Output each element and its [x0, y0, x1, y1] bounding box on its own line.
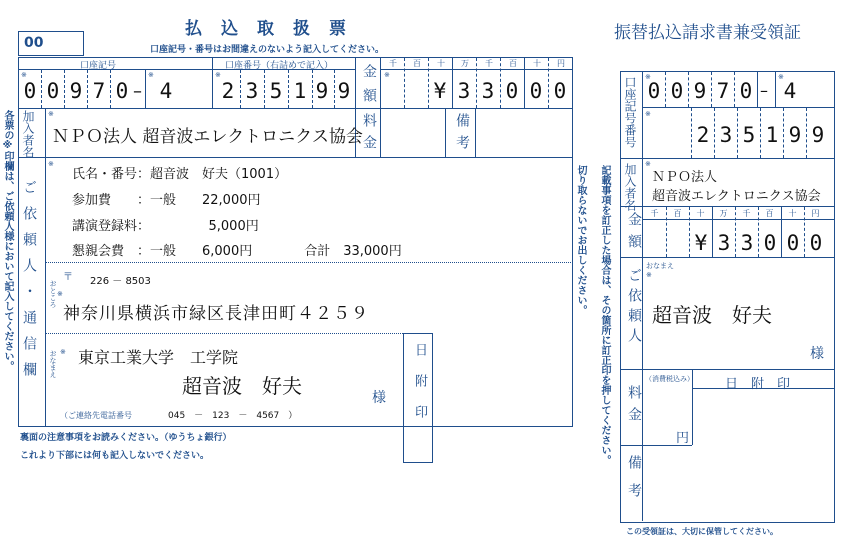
acct-sym-3: 7 [92, 79, 106, 103]
acct-num-5: 9 [337, 79, 351, 103]
rcpt-acct-sym-1: 0 [670, 79, 684, 103]
left-side-note: 各票の※印欄は、ご依頼人様において記入してください。 [2, 110, 13, 371]
amount-d4: 3 [481, 79, 495, 103]
receipt-account-label: 口座記号番号 [623, 76, 637, 148]
middle-note-correct: 記載事項を訂正した場合は、その箇所に訂正印を押してください。 [599, 165, 610, 465]
acct-num-3: 1 [293, 79, 307, 103]
address-label: おところ [49, 280, 57, 308]
phone-label: （ご連絡先電話番号 [60, 411, 132, 420]
form-title: 払 込 取 扱 票 [185, 19, 347, 39]
acct-num-4: 9 [315, 79, 329, 103]
acct-num-1: 3 [245, 79, 259, 103]
account-symbol-label: 口座記号 [80, 61, 117, 71]
rcpt-acct-sym-3: 7 [716, 79, 730, 103]
account-number-label: 口座番号（右詰めで記入） [225, 61, 334, 71]
rcpt-acct-num-0: 2 [696, 123, 710, 147]
remarks-label: 備考 [454, 113, 470, 157]
stamp-label: 日附印 [412, 343, 427, 436]
comm-line-4: 懇親会費 ：一般 6,000円 合計 33,000円 [72, 244, 402, 259]
receipt-subscriber-label: 加入者名 [623, 163, 637, 211]
subscriber-label: 加入者名 [21, 110, 35, 158]
rcpt-amount-d5: 0 [763, 231, 777, 255]
comm-line-3: 講演登録料： 5,000円 [72, 219, 259, 234]
rcpt-amount-d6: 0 [786, 231, 800, 255]
rcpt-amount-yen: ¥ [694, 231, 708, 255]
rcpt-acct-sym-0: 0 [647, 79, 661, 103]
rcpt-acct-num-2: 5 [742, 123, 756, 147]
rcpt-acct-sym-2: 9 [693, 79, 707, 103]
amount-label: 金額 [361, 64, 377, 112]
org-name: 東京工業大学 工学院 [78, 348, 239, 367]
amount-d7: 0 [553, 79, 567, 103]
amount-d6: 0 [529, 79, 543, 103]
rcpt-amount-d7: 0 [809, 231, 823, 255]
acct-sym-0: 0 [23, 79, 37, 103]
receipt-yen-label: 円 [676, 431, 690, 446]
acct-num-2: 5 [269, 79, 283, 103]
acct-sym-4: 0 [115, 79, 129, 103]
rcpt-amount-d3: 3 [717, 231, 731, 255]
form-code: 00 [24, 35, 44, 51]
receipt-fee-label: 料金 [626, 385, 642, 429]
receipt-sama-label: 様 [810, 346, 824, 362]
person-name: 超音波 好夫 [182, 374, 302, 398]
top-note: 口座記号・番号はお間違えのないよう記入してください。 [150, 45, 385, 55]
amount-d5: 0 [505, 79, 519, 103]
postal-code: 226 － 8503 [90, 276, 151, 287]
comm-line-1: 氏名・番号：超音波 好夫（1001） [72, 167, 288, 182]
receipt-stamp-label: 日 附 印 [725, 377, 791, 392]
name-label: おなまえ [49, 350, 57, 378]
bottom-note-1: 裏面の注意事項をお読みください。（ゆうちょ銀行） [20, 433, 232, 443]
subscriber-name: ＮＰＯ法人 超音波エレクトロニクス協会 [52, 127, 363, 147]
comm-line-2: 参加費 ：一般 22,000円 [72, 193, 261, 208]
acct-sym-tail: 4 [159, 79, 173, 103]
fee-label: 料金 [361, 113, 377, 157]
receipt-remarks-label: 備考 [626, 455, 642, 511]
receipt-tax-note: （消費税込み） [645, 375, 694, 383]
rcpt-acct-num-1: 3 [719, 123, 733, 147]
rcpt-acct-num-3: 1 [765, 123, 779, 147]
rcpt-acct-num-4: 9 [788, 123, 802, 147]
amount-yen: ¥ [433, 79, 447, 103]
acct-sym-2: 9 [69, 79, 83, 103]
postal-mark: 〒 [63, 272, 73, 283]
receipt-requester-label: ご依頼人 [626, 268, 642, 348]
rcpt-amount-d4: 3 [740, 231, 754, 255]
receipt-name-label: おなまえ [646, 262, 674, 270]
address: 神奈川県横浜市緑区長津田町４２５９ [63, 304, 369, 324]
rcpt-acct-sym-4: 0 [739, 79, 753, 103]
sama-label: 様 [372, 390, 386, 406]
amount-d3: 3 [457, 79, 471, 103]
receipt-subscriber-line1: ＮＰＯ法人 [652, 170, 718, 185]
acct-sym-1: 0 [46, 79, 60, 103]
communication-label: ご依頼人・通信欄 [21, 180, 37, 388]
receipt-amount-label: 金額 [626, 212, 642, 256]
receipt-title: 振替払込請求書兼受領証 [614, 23, 801, 43]
rcpt-acct-sym-tail: 4 [783, 79, 797, 103]
acct-num-0: 2 [221, 79, 235, 103]
rcpt-acct-num-5: 9 [811, 123, 825, 147]
receipt-requester-name: 超音波 好夫 [652, 303, 772, 327]
bottom-note-2: これより下部には何も記入しないでください。 [20, 451, 210, 461]
middle-note-cut: 切り取らないでお出しください。 [575, 165, 586, 315]
receipt-footer-note: この受領証は、大切に保管してください。 [626, 527, 778, 536]
receipt-subscriber-line2: 超音波エレクトロニクス協会 [652, 189, 821, 204]
phone: 045 － 123 － 4567 ） [168, 411, 298, 421]
